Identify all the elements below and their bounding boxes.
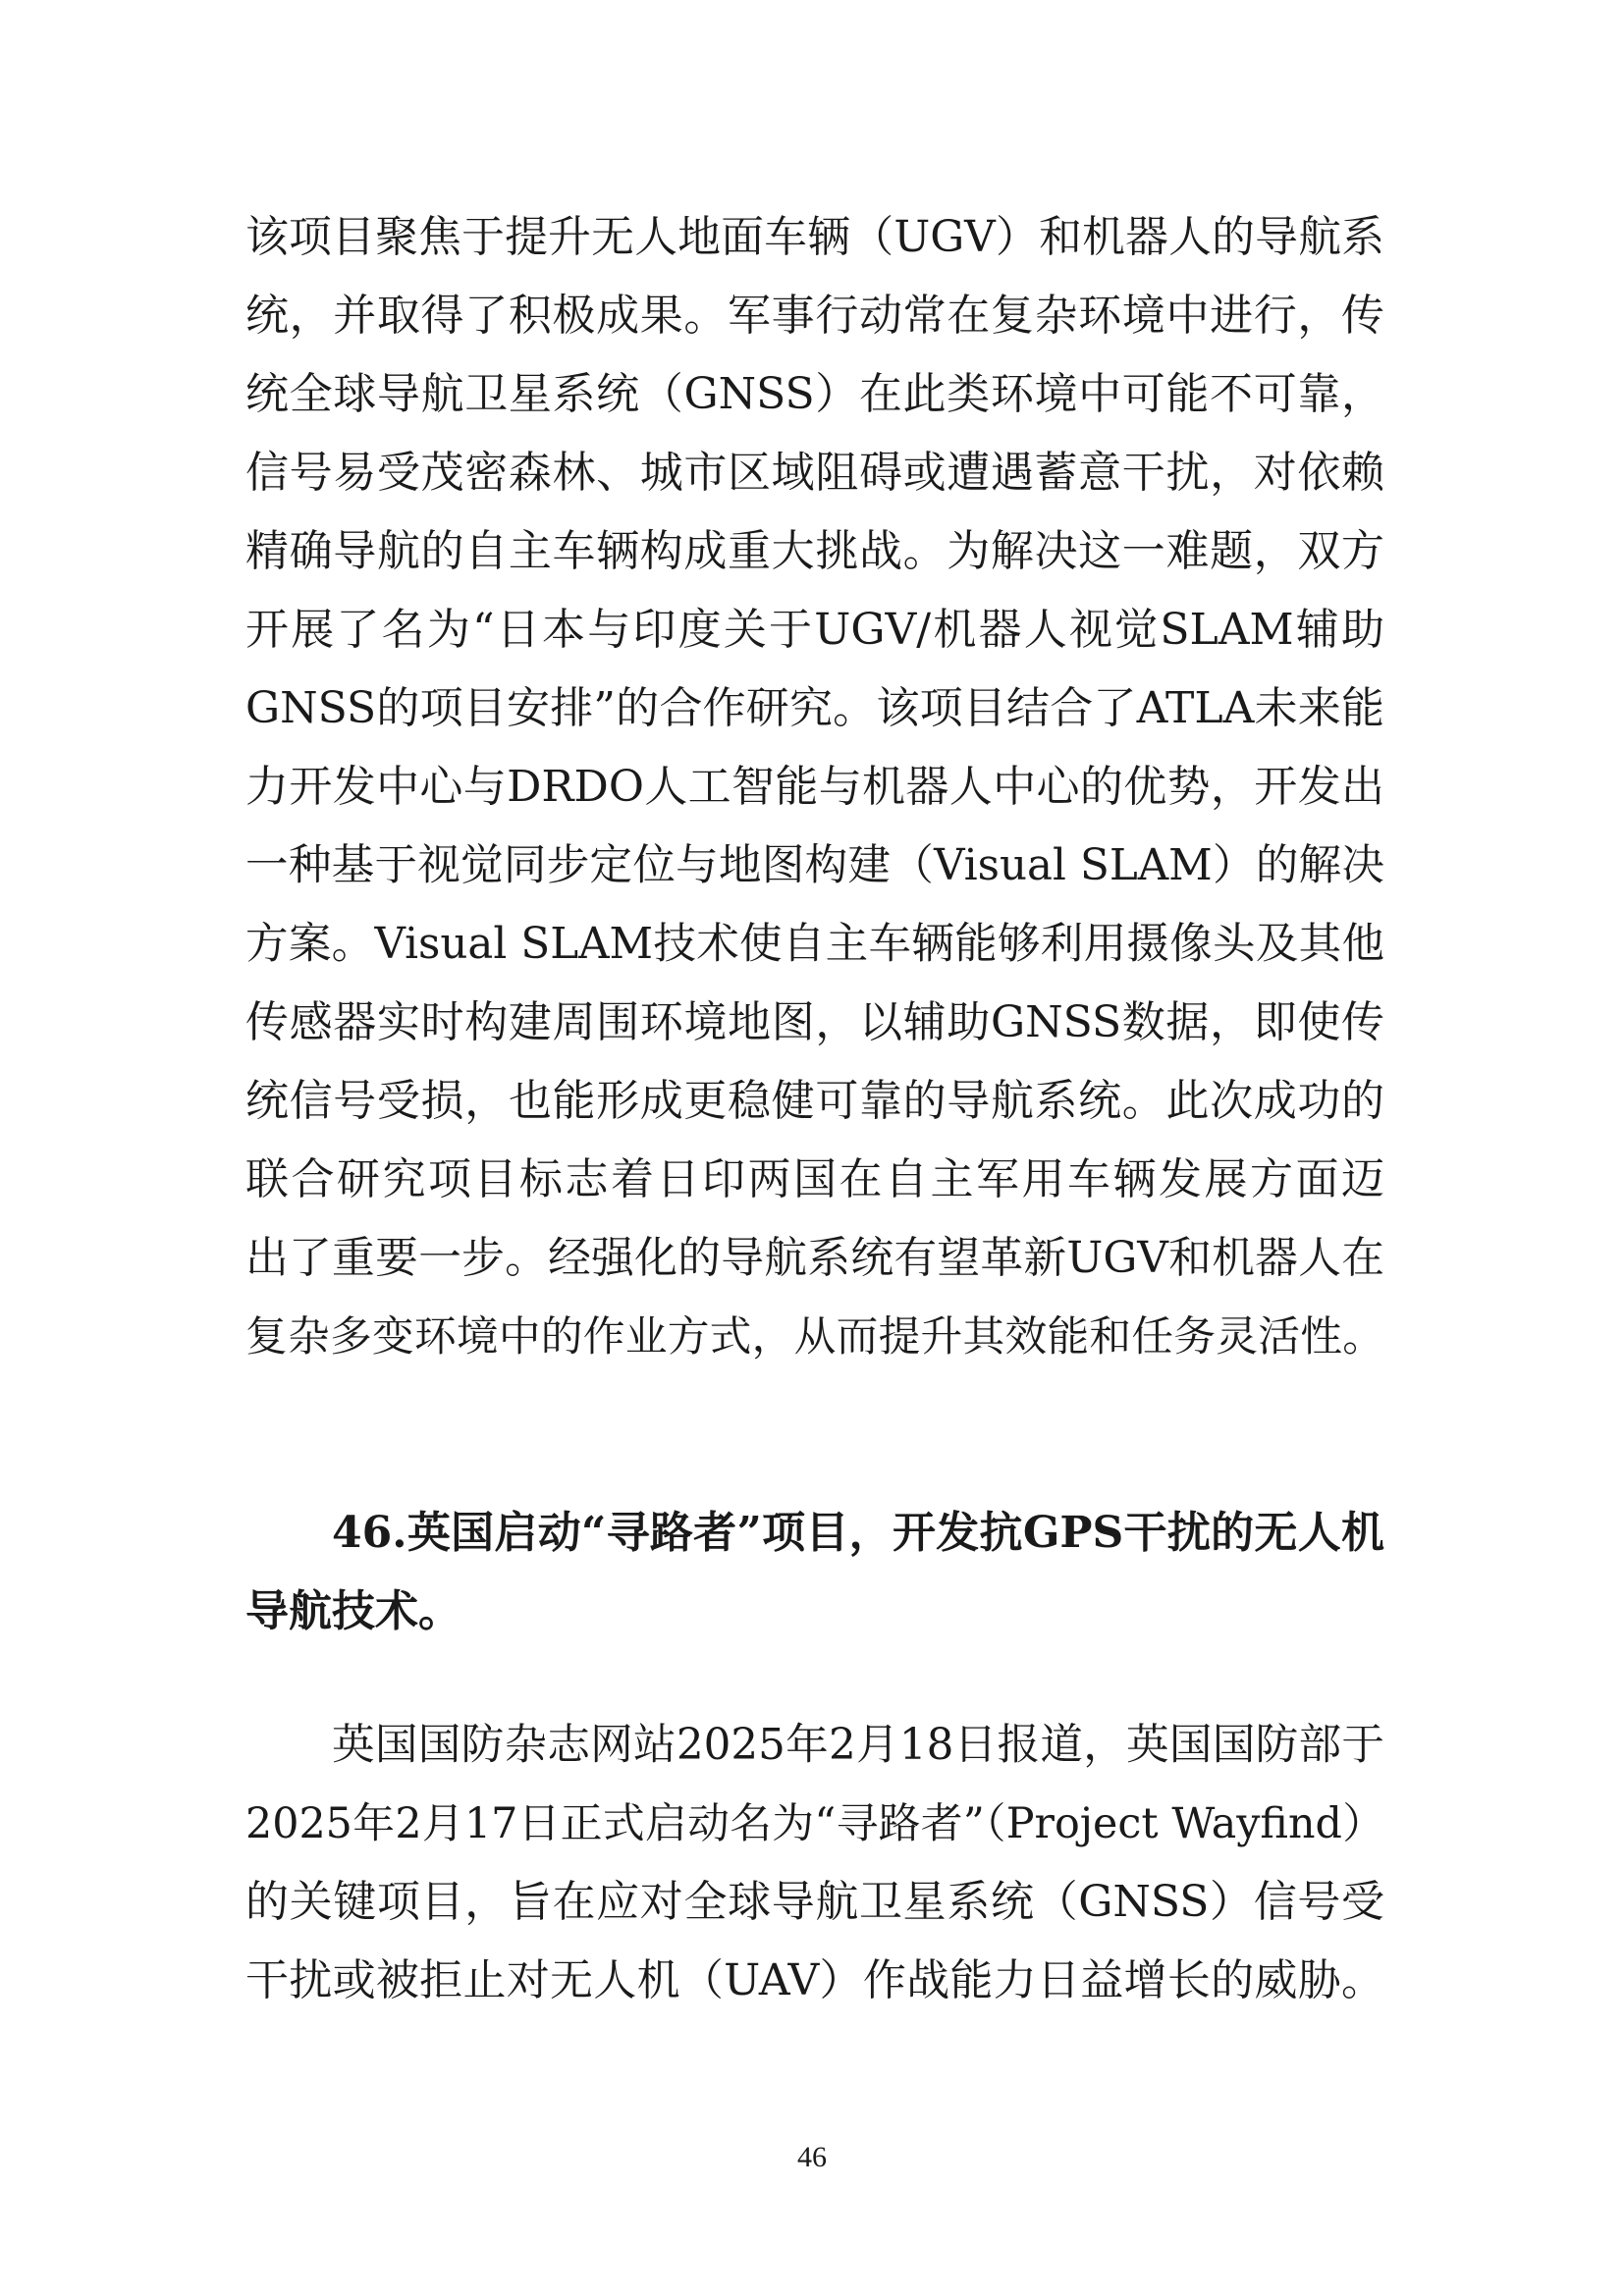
text-line: 复杂多变环境中的作业方式，从而提升其效能和任务灵活性。 xyxy=(245,1312,1384,1362)
section-heading-46 xyxy=(245,1494,1384,1651)
text-line: 统，并取得了积极成果。军事行动常在复杂环境中进行，传 xyxy=(245,291,1384,341)
heading-line: 46.英国启动“寻路者”项目，开发抗GPS干扰的无人机 xyxy=(332,1508,1384,1558)
text-line: 方案。Visual SLAM技术使自主车辆能够利用摄像头及其他 xyxy=(245,920,1384,969)
text-line: GNSS的项目安排”的合作研究。该项目结合了ATLA未来能 xyxy=(245,683,1384,733)
text-line: 精确导航的自主车辆构成重大挑战。为解决这一难题，双方 xyxy=(245,526,1384,576)
text-line: 力开发中心与DRDO人工智能与机器人中心的优势，开发出 xyxy=(245,762,1384,812)
paragraph-project-wayfind xyxy=(245,1706,1384,2020)
heading-line: 导航技术。 xyxy=(245,1586,461,1636)
text-line: 2025年2月17日正式启动名为“寻路者”（Project Wayfind） xyxy=(245,1799,1384,1848)
text-line: 开展了名为“日本与印度关于UGV/机器人视觉SLAM辅助 xyxy=(245,605,1384,655)
text-line: 英国国防杂志网站2025年2月18日报道，英国国防部于 xyxy=(332,1721,1384,1770)
text-line: 统全球导航卫星系统（GNSS）在此类环境中可能不可靠， xyxy=(245,369,1384,419)
text-line: 该项目聚焦于提升无人地面车辆（UGV）和机器人的导航系 xyxy=(245,212,1384,262)
text-line: 干扰或被拒止对无人机（UAV）作战能力日益增长的威胁。 xyxy=(245,1955,1384,2005)
text-line: 统信号受损，也能形成更稳健可靠的导航系统。此次成功的 xyxy=(245,1076,1384,1126)
text-line: 出了重要一步。经强化的导航系统有望革新UGV和机器人在 xyxy=(245,1233,1384,1283)
text-line: 传感器实时构建周围环境地图，以辅助GNSS数据，即使传 xyxy=(245,997,1384,1047)
paragraph-ugv-navigation xyxy=(245,198,1384,1376)
text-line: 一种基于视觉同步定位与地图构建（Visual SLAM）的解决 xyxy=(245,841,1384,890)
text-line: 联合研究项目标志着日印两国在自主军用车辆发展方面迈 xyxy=(245,1154,1384,1204)
text-line: 信号易受茂密森林、城市区域阻碍或遭遇蓄意干扰，对依赖 xyxy=(245,448,1384,498)
page-number: 46 xyxy=(797,2141,827,2173)
text-line: 的关键项目，旨在应对全球导航卫星系统（GNSS）信号受 xyxy=(245,1877,1384,1927)
